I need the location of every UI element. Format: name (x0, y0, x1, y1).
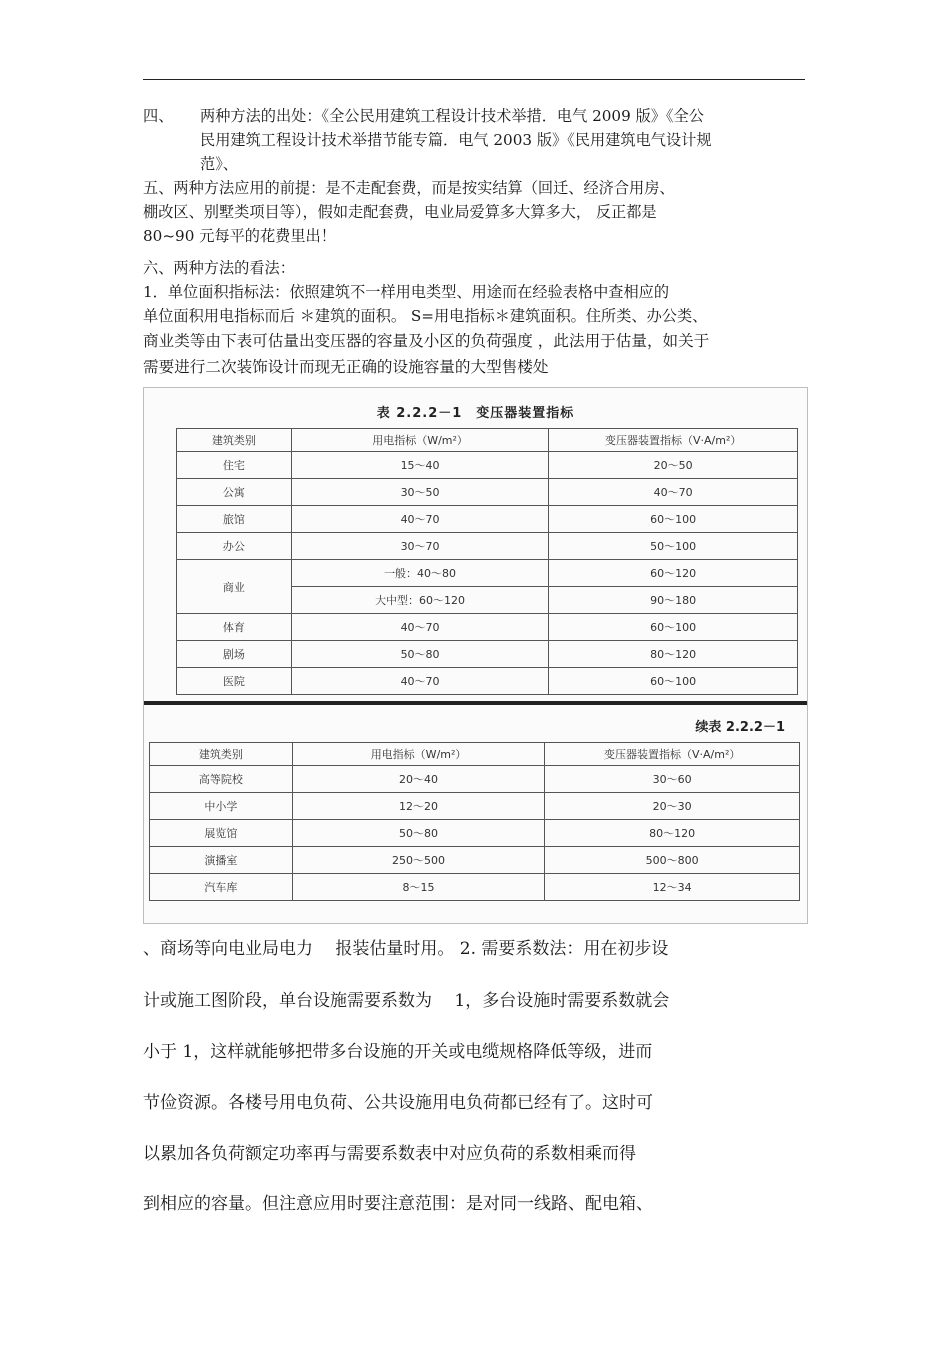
table-cell: 30～70 (291, 533, 549, 560)
text-line: 范》、 (200, 155, 238, 173)
continuation-line: 到相应的容量。但注意应用时要注意范围：是对同一线路、配电箱、 (143, 1194, 653, 1214)
continuation-line: 以累加各负荷额定功率再与需要系数表中对应负荷的系数相乘而得 (143, 1144, 636, 1164)
table-row (150, 847, 800, 874)
table-cell: 高等院校 (150, 766, 293, 793)
text-line: 需要进行二次装饰设计而现无正确的设施容量的大型售楼处 (143, 358, 549, 376)
table2-title: 续表 2.2.2－1 (695, 720, 785, 735)
text-line: 两种方法的出处：《全公民用建筑工程设计技术举措．电气 2009 版》《全公 (200, 107, 704, 125)
table-cell: 办公 (177, 533, 292, 560)
table-header-row (150, 743, 800, 766)
table-header-cell: 建筑类别 (177, 429, 292, 452)
table-cell: 30～60 (545, 766, 800, 793)
table-cell: 40～70 (549, 479, 798, 506)
table-cell: 公寓 (177, 479, 292, 506)
table-cell: 演播室 (150, 847, 293, 874)
table-cell: 12～20 (292, 793, 545, 820)
table-row (177, 452, 798, 479)
table-row (177, 641, 798, 668)
table-header-cell: 用电指标（W/m²） (292, 743, 545, 766)
table-cell: 90～180 (549, 587, 798, 614)
table-cell: 60～100 (549, 506, 798, 533)
table-row (177, 560, 798, 587)
table-cell: 40～70 (291, 506, 549, 533)
table-header-cell: 建筑类别 (150, 743, 293, 766)
table1-title: 表 2.2.2－1 变压器装置指标 (376, 406, 575, 421)
table-cell: 40～70 (291, 614, 549, 641)
table-cell: 展览馆 (150, 820, 293, 847)
table-row (177, 533, 798, 560)
table-cell: 60～120 (549, 560, 798, 587)
table-cell: 80～120 (545, 820, 800, 847)
table-row (150, 766, 800, 793)
method1-text (143, 280, 709, 380)
table-cell: 住宅 (177, 452, 292, 479)
table-row (177, 614, 798, 641)
transformer-index-table (176, 428, 798, 695)
table-cell: 250～500 (292, 847, 545, 874)
table-cell: 20～30 (545, 793, 800, 820)
table-row (150, 793, 800, 820)
table-cell: 60～100 (549, 614, 798, 641)
section4-text (200, 104, 805, 176)
table-cell: 80～120 (549, 641, 798, 668)
table-cell: 商业 (177, 560, 292, 614)
table-cell: 50～80 (292, 820, 545, 847)
text-line: 单位面积用电指标而后 ＊建筑的面积。 S=用电指标＊建筑面积。住所类、办公类、 (143, 307, 708, 325)
text-line: 棚改区、别墅类项目等），假如走配套费，电业局爱算多大算多大， 反正都是 (143, 203, 657, 221)
table-cell: 汽车库 (150, 874, 293, 901)
table-cell: 15～40 (291, 452, 549, 479)
text-line: 民用建筑工程设计技术举措节能专篇．电气 2003 版》《民用建筑电气设计规 (200, 131, 712, 149)
table-cell: 40～70 (291, 668, 549, 695)
continuation-line: 节俭资源。各楼号用电负荷、公共设施用电负荷都已经有了。这时可 (143, 1093, 653, 1113)
scanned-table-image (143, 387, 808, 924)
text-line: 1．单位面积指标法：依照建筑不一样用电类型、用途而在经验表格中查相应的 (143, 283, 670, 301)
table-cell: 大中型：60～120 (291, 587, 549, 614)
table-cell: 50～80 (291, 641, 549, 668)
transformer-index-table-continued (149, 742, 800, 901)
table-cell: 60～100 (549, 668, 798, 695)
table-row (177, 668, 798, 695)
section4-label: 四、 (143, 107, 174, 125)
continuation-line: 、商场等向电业局电力 报装估量时用。 2. 需要系数法：用在初步设 (143, 939, 669, 959)
table-header-cell: 用电指标（W/m²） (291, 429, 549, 452)
text-line: 商业类等由下表可估量出变压器的容量及小区的负荷强度 ，此法用于估量，如关于 (143, 332, 710, 350)
table-cell: 旅馆 (177, 506, 292, 533)
table-cell: 12～34 (545, 874, 800, 901)
table-cell: 20～40 (292, 766, 545, 793)
table-row (177, 506, 798, 533)
table-header-cell: 变压器装置指标（V·A/m²） (545, 743, 800, 766)
table-cell: 一般：40～80 (291, 560, 549, 587)
scan-divider (144, 701, 807, 705)
table-cell: 500～800 (545, 847, 800, 874)
text-line: 五、两种方法应用的前提：是不走配套费，而是按实结算（回迁、经济合用房、 (143, 179, 675, 197)
table-cell: 8～15 (292, 874, 545, 901)
continuation-line: 小于 1，这样就能够把带多台设施的开关或电缆规格降低等级，进而 (143, 1042, 653, 1062)
table-row (150, 874, 800, 901)
section6-heading: 六、两种方法的看法： (143, 259, 295, 277)
table-header-row (177, 429, 798, 452)
table-cell: 30～50 (291, 479, 549, 506)
table-cell: 50～100 (549, 533, 798, 560)
table-cell: 剧场 (177, 641, 292, 668)
table-row (177, 479, 798, 506)
text-line: 80~90 元每平的花费里出！ (143, 227, 336, 245)
table-cell: 医院 (177, 668, 292, 695)
table-cell: 体育 (177, 614, 292, 641)
table-cell: 中小学 (150, 793, 293, 820)
section5-text (143, 176, 675, 248)
table-cell: 20～50 (549, 452, 798, 479)
table-row (150, 820, 800, 847)
header-rule (143, 79, 805, 80)
table-header-cell: 变压器装置指标（V·A/m²） (549, 429, 798, 452)
continuation-line: 计或施工图阶段，单台设施需要系数为 1，多台设施时需要系数就会 (143, 991, 670, 1011)
